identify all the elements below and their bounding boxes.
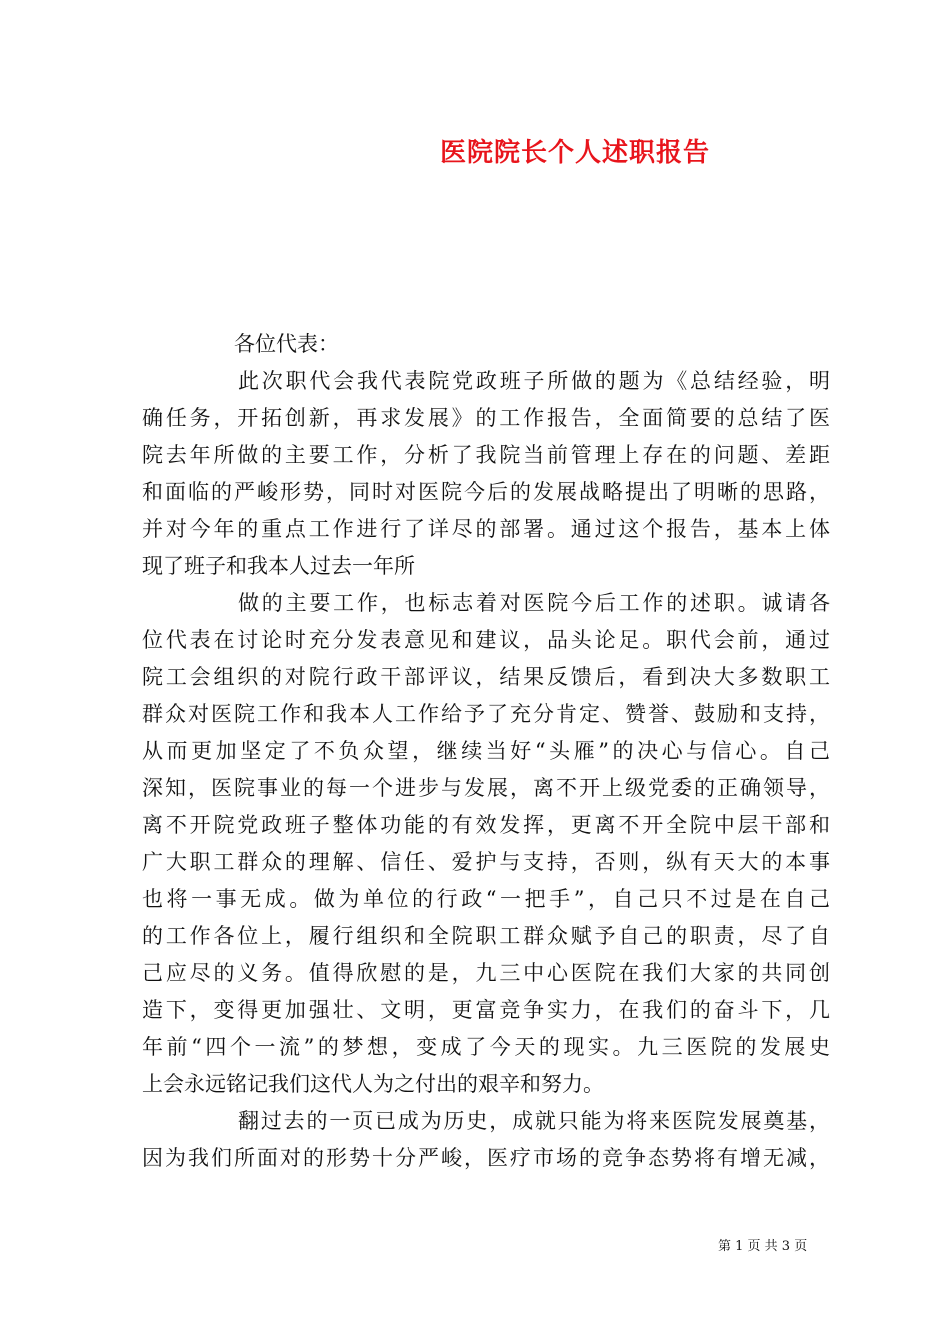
paragraph-line: 并对今年的重点工作进行了详尽的部署。通过这个报告，基本上体	[142, 517, 830, 541]
paragraph-line: 的工作各位上，履行组织和全院职工群众赋予自己的职责，尽了自	[142, 924, 830, 948]
paragraph-2	[142, 585, 830, 1103]
paragraph-line: 年前“四个一流”的梦想，变成了今天的现实。九三医院的发展史	[142, 1035, 830, 1059]
paragraph-line: 和面临的严峻形势，同时对医院今后的发展战略提出了明晰的思路，	[142, 480, 830, 504]
paragraph-3	[142, 1103, 830, 1177]
paragraph-line: 深知，医院事业的每一个进步与发展，离不开上级党委的正确领导，	[142, 776, 830, 800]
salutation: 各位代表：	[234, 332, 339, 356]
paragraph-line: 群众对医院工作和我本人工作给予了充分肯定、赞誉、鼓励和支持，	[142, 702, 830, 726]
document-title: 医院院长个人述职报告	[439, 138, 710, 168]
paragraph-line: 也将一事无成。做为单位的行政“一把手”，自己只不过是在自己	[142, 887, 830, 911]
document-body	[142, 326, 830, 1177]
paragraph-line: 做的主要工作，也标志着对医院今后工作的述职。诚请各	[238, 591, 830, 615]
paragraph-line: 位代表在讨论时充分发表意见和建议，品头论足。职代会前，通过	[142, 628, 830, 652]
paragraph-line: 院工会组织的对院行政干部评议，结果反馈后，看到决大多数职工	[142, 665, 830, 689]
paragraph-1	[142, 363, 830, 585]
paragraph-line: 上会永远铭记我们这代人为之付出的艰辛和努力。	[142, 1072, 604, 1096]
paragraph-line: 翻过去的一页已成为历史，成就只能为将来医院发展奠基，	[238, 1109, 830, 1133]
paragraph-line: 院去年所做的主要工作，分析了我院当前管理上存在的问题、差距	[142, 443, 830, 467]
paragraph-line: 离不开院党政班子整体功能的有效发挥，更离不开全院中层干部和	[142, 813, 830, 837]
paragraph-line: 己应尽的义务。值得欣慰的是，九三中心医院在我们大家的共同创	[142, 961, 830, 985]
page-number-footer: 第 1 页 共 3 页	[718, 1239, 808, 1254]
paragraph-line: 现了班子和我本人过去一年所	[142, 554, 415, 578]
paragraph-line: 造下，变得更加强壮、文明，更富竞争实力，在我们的奋斗下，几	[142, 998, 830, 1022]
paragraph-line: 广大职工群众的理解、信任、爱护与支持，否则，纵有天大的本事	[142, 850, 830, 874]
paragraph-line: 确任务，开拓创新，再求发展》的工作报告，全面简要的总结了医	[142, 406, 830, 430]
paragraph-line: 从而更加坚定了不负众望，继续当好“头雁”的决心与信心。自己	[142, 739, 830, 763]
paragraph-line: 此次职代会我代表院党政班子所做的题为《总结经验，明	[238, 369, 830, 393]
paragraph-line: 因为我们所面对的形势十分严峻，医疗市场的竞争态势将有增无减，	[142, 1146, 830, 1170]
